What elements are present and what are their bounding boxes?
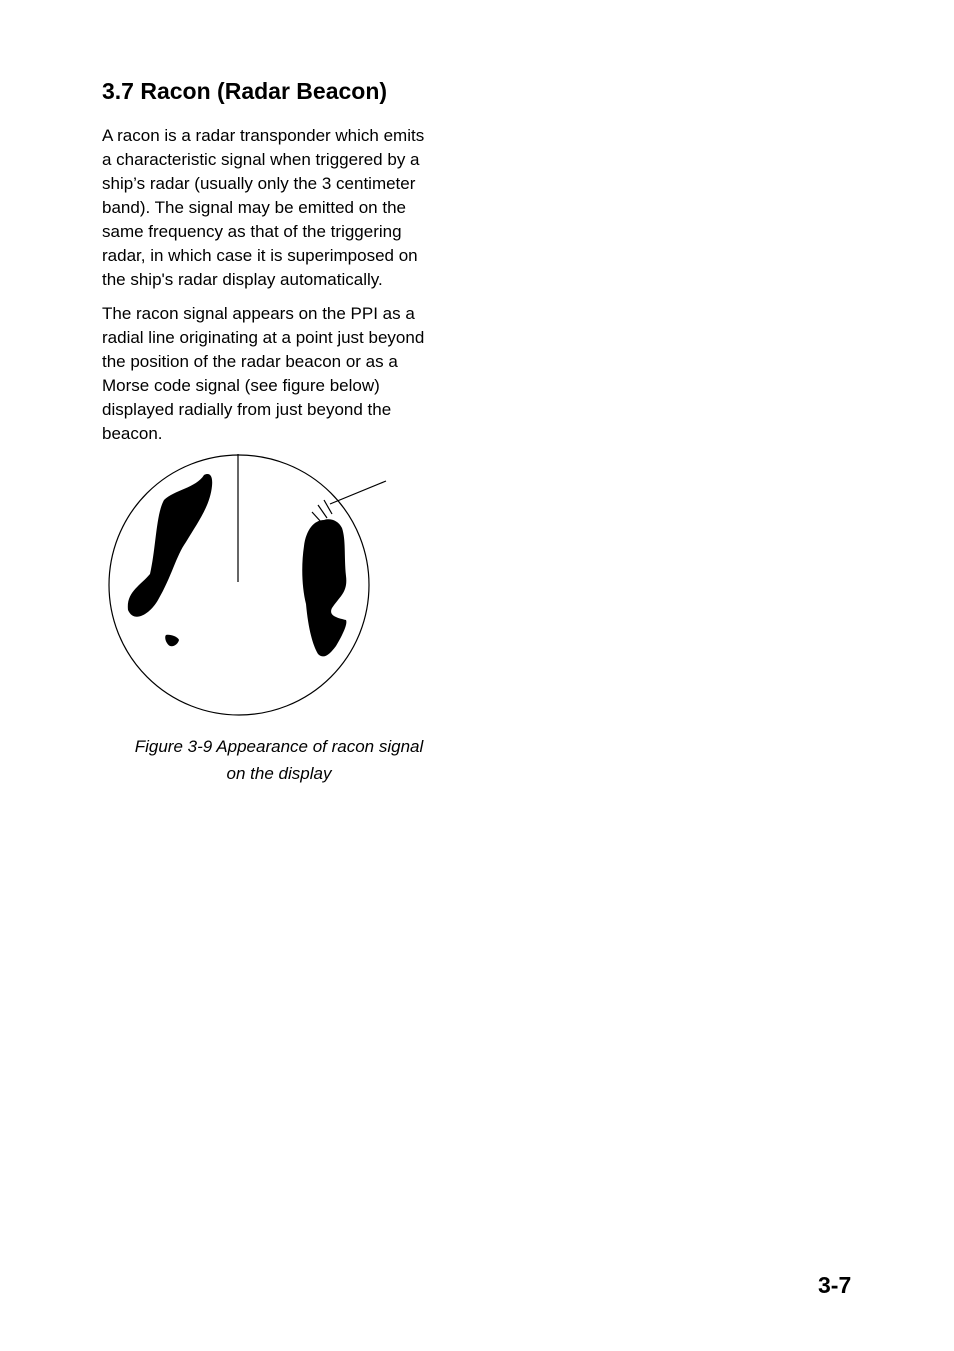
paragraph-line: a characteristic signal when triggered by a (102, 150, 420, 169)
paragraph-line: Morse code signal (see figure below) (102, 376, 380, 395)
racon-signal-stroke (324, 500, 332, 514)
leader-line (330, 481, 386, 504)
page-number: 3-7 (818, 1272, 852, 1298)
intro-paragraph (102, 124, 472, 292)
paragraph-line: radar, in which case it is superimposed on (102, 246, 418, 265)
paragraph-line: the position of the radar beacon or as a (102, 352, 398, 371)
paragraph-line: The racon signal appears on the PPI as a (102, 304, 415, 323)
paragraph-line: A racon is a radar transponder which emits (102, 126, 425, 145)
racon-signal-paragraph (102, 302, 472, 446)
paragraph-line: band). The signal may be emitted on the (102, 198, 406, 217)
figure-caption (102, 733, 456, 787)
radar-display-illustration (100, 448, 400, 723)
caption-line: Figure 3-9 Appearance of racon signal (134, 737, 424, 756)
paragraph-line: displayed radially from just beyond the (102, 400, 392, 419)
racon-signal-stroke (312, 512, 322, 523)
racon-figure (100, 448, 400, 723)
racon-signal-stroke (318, 505, 327, 518)
paragraph-line: radial line originating at a point just beyond (102, 328, 425, 347)
paragraph-line: the ship's radar display automatically. (102, 270, 383, 289)
paragraph-line: ship’s radar (usually only the 3 centimeter (102, 174, 416, 193)
small-echo (165, 635, 179, 646)
right-land-echo (302, 519, 346, 656)
paragraph-line: same frequency as that of the triggering (102, 222, 402, 241)
paragraph-line: beacon. (102, 424, 163, 443)
section-heading: 3.7 Racon (Radar Beacon) (102, 78, 388, 104)
left-land-echo (128, 474, 212, 617)
caption-line: on the display (226, 764, 332, 783)
